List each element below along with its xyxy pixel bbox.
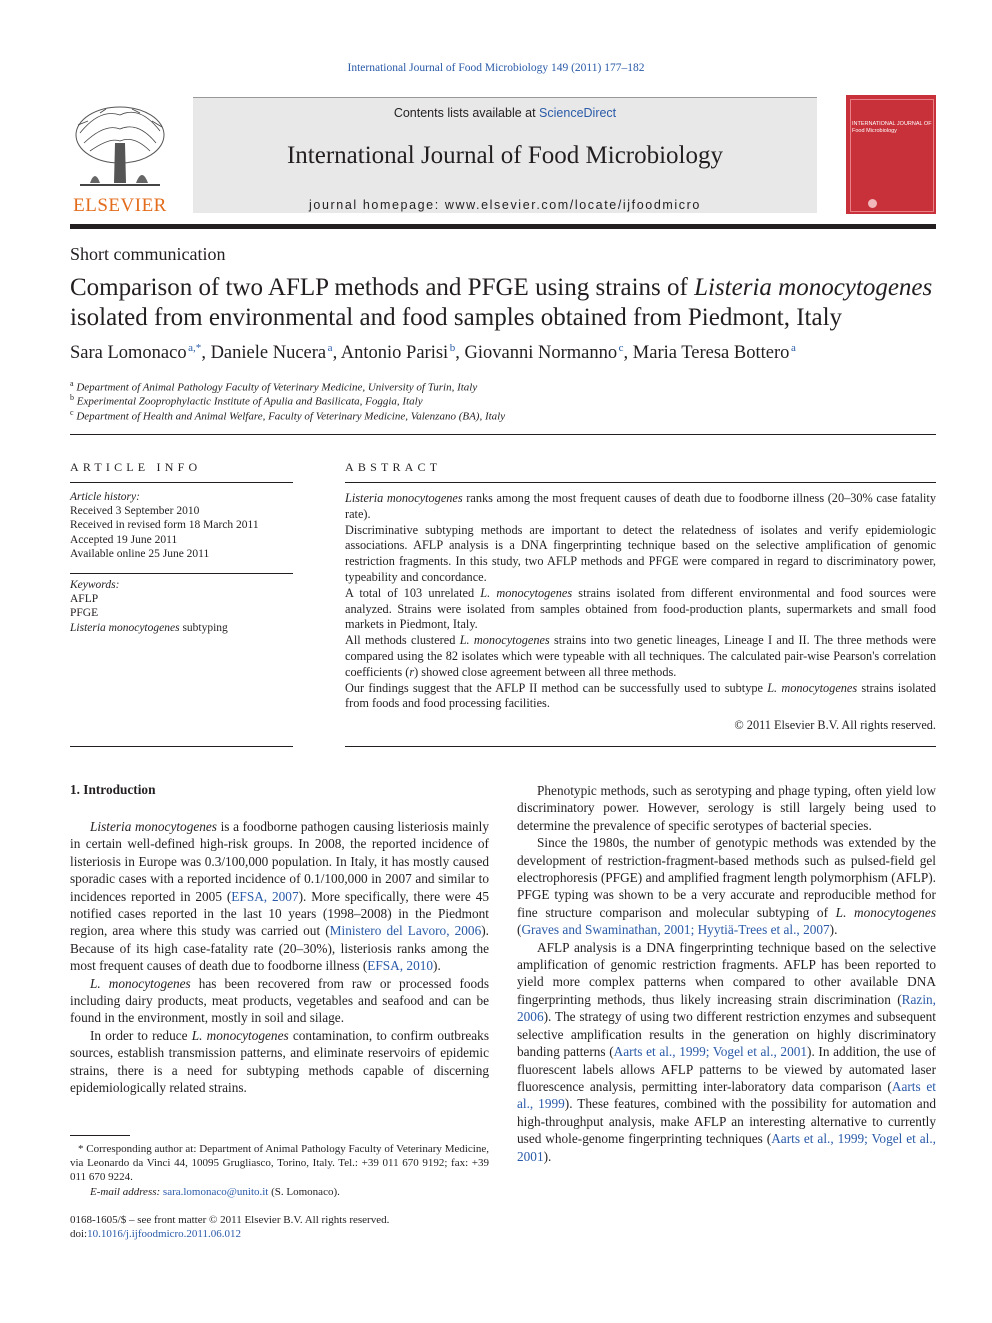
abstract-bottom-rule	[345, 746, 936, 747]
author-separator: ,	[455, 343, 465, 364]
species-name: Listeria monocytogenes	[90, 819, 217, 834]
email-suffix: (S. Lomonaco).	[268, 1185, 340, 1198]
author-separator: ,	[332, 343, 341, 364]
right-column-body	[517, 782, 936, 1165]
affiliation-text: Department of Health and Animal Welfare, Faculty of Veterinary Medicine, Valenzano (BA), Italy	[76, 410, 506, 423]
cover-emblem-icon	[868, 199, 877, 208]
species-name: L. monocytogenes	[480, 585, 573, 600]
doi-label: doi:	[70, 1228, 88, 1241]
corresponding-text: * Corresponding author at: Department of Animal Pathology Faculty of Veterinary Medicine, via Leonardo da Vinci 44, 10095 Grugliasco, Torino, Italy. Tel.: +39 011 670 9192; fax: +39 011 670 9224.	[70, 1143, 489, 1184]
abstract-divider	[345, 482, 936, 483]
email-line	[70, 1185, 489, 1199]
citation-link[interactable]: Aarts et al., 1999	[517, 1078, 936, 1112]
body-text: Since the 1980s, the number of genotypic methods was extended by the development of restriction-fragment-based methods such as pulsed-field gel electrophoresis (PFGE) and amplified fragment length polymorphism (AFLP). PFGE typing was shown to be a very accurate and reproducible method for fine structure comparison and molecular subtyping of	[517, 835, 936, 920]
abstract-text: strains isolated from foods and food processing facilities.	[345, 680, 936, 711]
author[interactable]: Antonio Parisi	[340, 343, 449, 364]
abstract-paragraph	[345, 633, 936, 680]
author-affil-mark[interactable]: a	[790, 342, 796, 354]
body-text: is a foodborne pathogen causing listeriosis mainly in certain well-defined high-risk groups. In 2008, the reported incidence of listeriosis in Europe was 0.3/100,000 population. In Italy, it has mostly caused sporadic cases with a reported incidence of 0.1/100,000 in 2007 and similar to incidences reported in 2005 (	[70, 819, 489, 904]
citation-link[interactable]: Aarts et al., 1999; Vogel et al., 2001	[517, 1131, 936, 1164]
body-paragraph	[70, 975, 489, 1027]
abstract-text: A total of 103 unrelated	[345, 585, 481, 600]
body-text: ). Because of its high case-fatality rate (20–30%), listeriosis ranks among the most frequent causes of death due to foodborne illness (	[70, 923, 489, 974]
species-name: L. monocytogenes	[459, 633, 550, 648]
contents-prefix: Contents lists available at	[393, 106, 540, 120]
title-divider	[70, 434, 936, 435]
author[interactable]: Sara Lomonaco	[70, 343, 187, 364]
species-name: L. monocytogenes	[835, 904, 937, 920]
citation-link[interactable]: EFSA, 2007	[231, 888, 299, 904]
species-name: L. monocytogenes	[767, 680, 858, 695]
author-separator: ,	[201, 343, 211, 364]
citation-link[interactable]: Razin, 2006	[517, 991, 936, 1025]
author-list	[70, 342, 950, 364]
journal-citation[interactable]: International Journal of Food Microbiology 149 (2011) 177–182	[347, 62, 645, 74]
doi-line	[70, 1227, 489, 1241]
corresponding-author-note	[70, 1142, 489, 1199]
body-text: contamination, to confirm outbreaks sources, establish transmission patterns, and eliminate reservoirs of epidemic strains, there is a need for subtyping methods capable of discerning epidemiologically related strains.	[70, 1027, 490, 1096]
citation-link[interactable]: Aarts et al., 1999; Vogel et al., 2001	[613, 1044, 808, 1060]
author-separator: ,	[623, 343, 633, 364]
journal-cover	[846, 95, 936, 214]
keyword-suffix: subtyping	[179, 621, 228, 634]
affiliation-label: a	[70, 379, 74, 388]
title-text-end: isolated from environmental and food samples obtained from Piedmont, Italy	[70, 304, 843, 331]
keywords-divider	[70, 573, 293, 574]
abstract-text: Our findings suggest that the AFLP II method can be successfully used to subtype	[345, 680, 768, 695]
front-matter	[70, 1213, 489, 1241]
journal-homepage[interactable]: journal homepage: www.elsevier.com/locate/ijfoodmicro	[309, 198, 701, 212]
article-type: Short communication	[70, 244, 226, 264]
copyright: © 2011 Elsevier B.V. All rights reserved.	[734, 718, 936, 733]
abstract-paragraph	[345, 586, 936, 633]
body-text: ).	[543, 1148, 552, 1164]
elsevier-wordmark: ELSEVIER	[73, 195, 167, 216]
author[interactable]: Giovanni Normanno	[464, 343, 618, 364]
abstract-paragraph	[345, 681, 936, 713]
title-text: Comparison of two AFLP methods and PFGE using strains of	[70, 274, 695, 301]
left-column-body	[70, 818, 489, 1097]
abstract-text: strains isolated from different environmental and food sources were analyzed. Strains were isolated from samples obtained from food-production plants, supermarkets and small food markets in Piedmont, Italy.	[345, 585, 936, 632]
keywords-label: Keywords:	[70, 579, 120, 591]
body-text: ). More specifically, there were 45 notified cases reported in the last 10 years (1998–2008) in the Piedmont region, area where this study was carried out (	[70, 888, 489, 939]
body-paragraph	[517, 939, 936, 1165]
email-label: E-mail address:	[90, 1185, 161, 1198]
history-item: Available online 25 June 2011	[70, 547, 210, 560]
abstract-text: strains into two genetic lineages, Lineage I and II. The three methods were compared using the 82 isolates which were typeable with all techniques. The calculated pair-wise Pearson's correlation coefficients (	[345, 633, 936, 679]
citation-link[interactable]: Graves and Swaminathan, 2001; Hyytiä-Trees et al., 2007	[521, 922, 830, 938]
body-text: ).	[433, 958, 441, 974]
body-text: has been recovered from raw or processed foods including dairy products, meat products, vegetables and seafood and can be found in the environment, mostly in soil and silage.	[70, 975, 489, 1026]
species-name: Listeria monocytogenes	[345, 491, 463, 505]
author[interactable]: Daniele Nucera	[210, 343, 327, 364]
issn-line: 0168-1605/$ – see front matter © 2011 Elsevier B.V. All rights reserved.	[70, 1214, 390, 1226]
author-affil-mark[interactable]: b	[449, 342, 456, 354]
elsevier-logo	[70, 103, 170, 215]
body-text: (	[517, 922, 522, 938]
body-paragraph	[70, 818, 489, 975]
citation-link[interactable]: EFSA, 2010	[367, 958, 434, 974]
author-affil-mark[interactable]: a	[327, 342, 333, 354]
cover-frame	[850, 99, 934, 212]
keywords	[70, 578, 293, 635]
header-divider	[193, 97, 817, 98]
abstract-paragraph: Discriminative subtyping methods are important to detect the relatedness of isolates and verify epidemiologic associations. AFLP analysis is a DNA fingerprinting technique based on the selective amplification of genomic restriction fragments. In this study, two AFLP methods and PFGE were compared in regard to discriminatory power, typeability and concordance.	[345, 522, 936, 584]
history-label: Article history:	[70, 491, 140, 503]
abstract-text: ranks among the most frequent causes of death due to foodborne illness (20–30% case fatality rate).	[345, 491, 936, 521]
body-text: ). In addition, the use of fluorescent labels allows AFLP patterns to be viewed by automated laser fluorescence analysis, permitting inter-laboratory data comparison (	[517, 1044, 936, 1094]
keyword: AFLP	[70, 593, 99, 606]
header-thick-rule	[70, 224, 936, 229]
body-paragraph: Phenotypic methods, such as serotyping and phage typing, often yield low discriminatory power. However, serology is still largely being used to determine the prevalence of specific serotypes of bacterial species.	[517, 783, 936, 833]
sciencedirect-link[interactable]: ScienceDirect	[539, 106, 617, 120]
history-item: Received 3 September 2010	[70, 505, 200, 518]
keyword: PFGE	[70, 607, 99, 620]
body-text: ). These features, combined with the possibility for automation and high-throughput analysis, make AFLP an interesting alternative to currently used whole-genome fingerprinting techniques (	[517, 1096, 936, 1147]
species-name: L. monocytogenes	[90, 975, 191, 991]
article-info-heading: ARTICLE INFO	[70, 460, 202, 474]
body-text: ). The strategy of using two different restriction enzymes and subsequent selective amplification results in the generation on highly discriminatory banding patterns (	[517, 1009, 936, 1060]
footnote-divider	[70, 1135, 130, 1136]
abstract-text: ) showed close agreement between all three methods.	[414, 664, 677, 679]
history-item: Received in revised form 18 March 2011	[70, 519, 259, 532]
author-affil-mark[interactable]: a,*	[188, 342, 202, 354]
author[interactable]: Maria Teresa Bottero	[632, 343, 790, 364]
body-paragraph	[517, 834, 936, 938]
abstract-heading: ABSTRACT	[345, 460, 442, 474]
abstract-paragraph	[345, 491, 936, 523]
affiliation-label: c	[70, 408, 74, 417]
abstract-text: All methods clustered	[345, 633, 460, 648]
symbol-r: r	[409, 664, 415, 679]
affiliation	[70, 406, 950, 424]
body-text: In order to reduce	[90, 1027, 192, 1043]
abstract-body	[345, 491, 936, 734]
contents-line	[193, 106, 817, 120]
body-paragraph	[70, 1027, 489, 1097]
article-info-divider	[70, 482, 293, 483]
species-name: L. monocytogenes	[191, 1027, 289, 1043]
article-history	[70, 490, 293, 561]
doi-link[interactable]: 10.1016/j.ijfoodmicro.2011.06.012	[87, 1228, 242, 1241]
body-text: ).	[829, 922, 838, 938]
paper-title	[70, 273, 950, 333]
history-item: Accepted 19 June 2011	[70, 533, 178, 546]
author-affil-mark[interactable]: c	[618, 342, 624, 354]
section-heading-introduction: 1. Introduction	[70, 782, 156, 797]
affiliation-text: Experimental Zooprophylactic Institute of Apulia and Basilicata, Foggia, Italy	[76, 395, 423, 408]
journal-name: International Journal of Food Microbiology	[286, 142, 724, 169]
keyword-species: Listeria monocytogenes	[70, 621, 180, 634]
affiliation-label: b	[70, 393, 74, 402]
citation-link[interactable]: Ministero del Lavoro, 2006	[329, 923, 482, 939]
keyword	[70, 621, 293, 635]
cover-title: INTERNATIONAL JOURNAL OF Food Microbiology	[852, 121, 932, 134]
body-text: AFLP analysis is a DNA fingerprinting technique based on the selective amplification of genomic restriction fragments. AFLP has been reported to yield more complex patterns when compared to other available DNA fingerprinting methods, thus likely increasing strain discrimination (	[517, 939, 936, 1007]
affiliation-text: Department of Animal Pathology Faculty of Veterinary Medicine, University of Turin, Italy	[76, 381, 478, 394]
title-species: Listeria monocytogenes	[694, 274, 933, 301]
article-info-bottom-rule	[70, 746, 293, 747]
email-link[interactable]: sara.lomonaco@unito.it	[162, 1185, 269, 1198]
